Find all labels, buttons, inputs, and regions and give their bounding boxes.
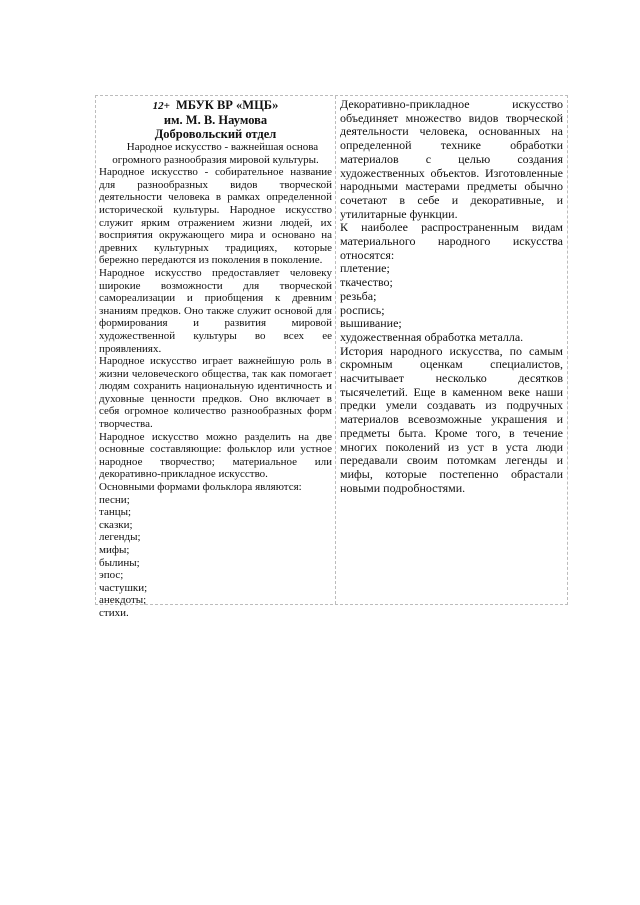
right-paragraph-2: К наиболее распространенным видам материального народного искусства относятся: [340, 220, 563, 262]
age-rating-badge: 12+ [152, 100, 170, 112]
list-item: плетение; [340, 261, 390, 276]
list-item: легенды; [99, 531, 141, 544]
list-item: резьба; [340, 288, 377, 303]
list-item: стихи. [99, 606, 129, 619]
left-paragraph-1: Народное искусство - собирательное название для разнообразных видов творческой деятельности человека в рамках определенной исторической культуры. Народное искусство служит ярким отражением жизни людей, их восприятия окружающего мира и основано на древних культурных традициях, которые бережно передаются из поколения в поколение. [99, 166, 332, 267]
list-item: вышивание; [340, 316, 402, 331]
list-item: былины; [99, 556, 140, 569]
document-table [95, 95, 568, 619]
list-item: частушки; [99, 581, 148, 594]
list-item: художественная обработка металла. [340, 329, 524, 344]
folklore-forms-title: Основными формами фольклора являются: [99, 481, 302, 494]
left-paragraph-2: Народное искусство предоставляет человеку широкие возможности для творческой самореализации и приобщения к древним знаниям предков. Оно также служит основой для формирования и развития мировой художественной культуры во всех ее проявлениях. [99, 266, 332, 355]
org-dedication: им. М. В. Наумова [163, 113, 268, 127]
folklore-forms-list [99, 494, 332, 620]
left-paragraph-4: Народное искусство можно разделить на две основные составляющие: фольклор или устное народное творчество; материальное или декоративно-прикладное искусство. [99, 430, 332, 481]
list-item: роспись; [340, 302, 385, 317]
list-item: сказки; [99, 518, 133, 531]
list-item: анекдоты; [99, 594, 147, 607]
list-item: танцы; [99, 506, 132, 519]
left-paragraph-3: Народное искусство играет важнейшую роль в жизни человеческого общества, так как помогает людям сохранить национальную идентичность и духовные ценности предков. Оно включает в себя огромное количество разнообразных форм творчества. [99, 355, 332, 431]
org-name: МБУК ВР «МЦБ» [175, 98, 279, 112]
right-column [336, 96, 567, 604]
list-item: ткачество; [340, 275, 393, 290]
list-item: мифы; [99, 544, 130, 556]
department-name: Добровольский отдел [154, 127, 277, 141]
list-item: эпос; [99, 569, 124, 582]
left-column [96, 96, 336, 619]
header-line-org [99, 98, 332, 113]
craft-kinds-list [340, 262, 563, 344]
list-item: песни; [99, 493, 130, 506]
right-paragraph-1: Декоративно-прикладное искусство объединяет множество видов творческой деятельности человека, основанных на определенной технике обработки материалов с целью создания художественных объектов. Изготовленные народными мастерами предметы обычно сочетают в себе и декоративные, и утилитарные функции. [340, 97, 563, 221]
right-paragraph-3: История народного искусства, по самым скромным оценкам специалистов, насчитывает несколько десятков тысячелетий. Еще в каменном веке наши предки умели создавать из подручных материалов всевозможные украшения и предметы быта. Кроме того, в течение многих поколений из уст в уста люди передавали своим потомкам легенды и мифы, которые постепенно обрастали новыми подробностями. [340, 343, 563, 495]
intro-paragraph: Народное искусство - важнейшая основа огромного разнообразия мировой культуры. [112, 141, 319, 166]
